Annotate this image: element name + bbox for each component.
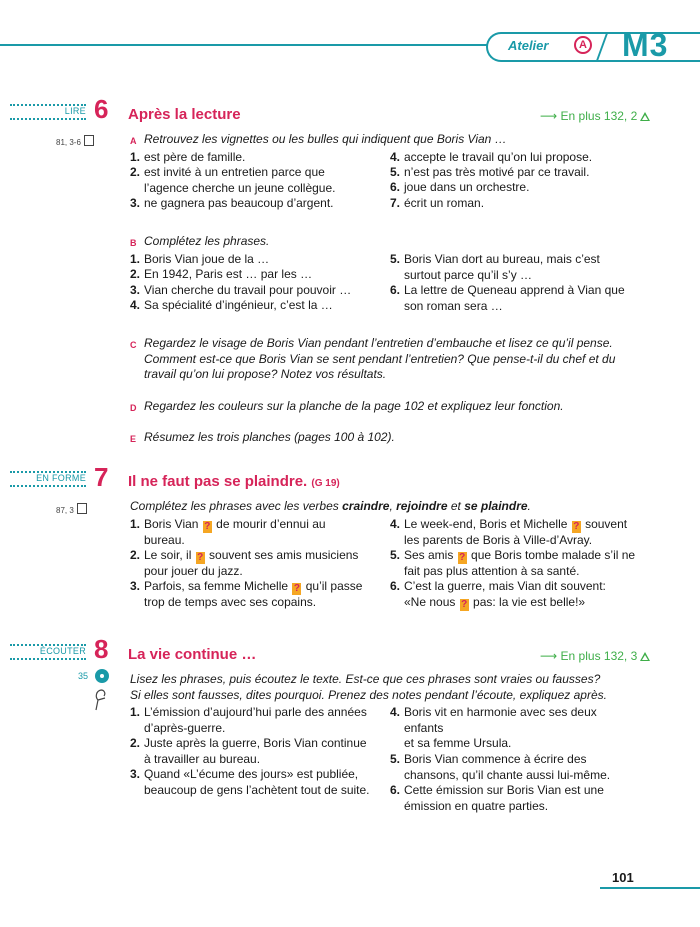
s8items-item <box>144 736 367 767</box>
s8items-item <box>404 705 597 752</box>
item-line: son roman sera … <box>404 298 503 313</box>
triangle-icon <box>640 652 650 661</box>
header-rule <box>0 44 488 46</box>
s6a-item-num: 4. <box>390 150 401 164</box>
audio-track-number: 35 <box>78 671 89 681</box>
item-line: d’après-guerre. <box>144 720 226 735</box>
s8items-item <box>144 767 370 798</box>
section-6-e-instruction: Résumez les trois planches (pages 100 à 102). <box>144 430 395 444</box>
blank-marker[interactable]: ? <box>204 521 211 532</box>
section-6-ref: 81, 3-6 <box>56 135 94 147</box>
item-line: La lettre de Queneau apprend à Vian que <box>404 283 625 297</box>
s8items-item <box>144 705 367 736</box>
item-line: l’agence cherche un jeune collègue. <box>144 180 336 195</box>
section-7-ref: 87, 3 <box>56 503 87 515</box>
module-title: M3 <box>622 27 669 63</box>
item-line: Boris vit en harmonie avec ses deux <box>404 705 597 719</box>
section-8-instruction: Lisez les phrases, puis écoutez le texte. Est-ce que ces phrases sont vraies ou fausses? Si elles sont fausses, dites pourquoi. Prenez des notes pendant l’écoute, expliquez après. <box>130 672 607 702</box>
item-line: est invité à un entretien parce que <box>144 165 325 179</box>
page-number-rule <box>600 887 700 889</box>
s7-item-3-num: 3. <box>130 579 141 593</box>
s7-item-5: Ses amis ? que Boris tombe malade s’il ne fait pas plus attention à sa santé. <box>404 548 636 578</box>
item-line: Boris Vian commence à écrire des <box>404 752 587 766</box>
item-line: n’est pas très motivé par ce travail. <box>404 165 590 179</box>
section-6-c-instruction: Regardez le visage de Boris Vian pendant l’entretien d’embauche et lisez ce qu’il pense. Comment est-ce que Boris Vian se sent pendant l’entretien? Que pense-t-il du chef et du travail qu’on lui propose? Notez vos résultats. <box>144 336 616 381</box>
s7-item-6: C’est la guerre, mais Vian dit souvent: «Ne nous ? pas: la vie est belle!» <box>404 579 606 610</box>
s8items-item-num: 6. <box>390 783 401 797</box>
s6b-item-num: 6. <box>390 283 401 297</box>
s6b-item <box>144 267 312 283</box>
s6a-item <box>144 165 335 196</box>
item-line: est père de famille. <box>144 150 246 164</box>
section-6-d-instruction: Regardez les couleurs sur la planche de la page 102 et expliquez leur fonction. <box>144 399 564 413</box>
blank-marker[interactable]: ? <box>293 583 300 594</box>
header-circle-letter: A <box>574 36 592 54</box>
s7-item-1-num: 1. <box>130 517 141 531</box>
s6a-item <box>144 150 245 166</box>
section-6-c-letter: C <box>130 340 137 350</box>
section-6-b-letter: B <box>130 238 137 248</box>
section-8-number: 8 <box>94 634 109 664</box>
s6a-item-num: 2. <box>130 165 141 179</box>
item-line: chansons, qu’il chante aussi lui-même. <box>404 767 611 782</box>
page-number: 101 <box>612 870 634 885</box>
s8items-item-num: 1. <box>130 705 141 719</box>
triangle-icon <box>640 112 650 121</box>
s6a-item <box>144 196 334 212</box>
section-6-number: 6 <box>94 94 109 124</box>
s6a-item-num: 7. <box>390 196 401 210</box>
cd-icon[interactable] <box>95 669 109 683</box>
section-7-label: EN FORME <box>10 473 86 487</box>
item-line: Sa spécialité d’ingénieur, c’est la … <box>144 298 333 312</box>
s8items-item-num: 4. <box>390 705 401 719</box>
section-7-title: Il ne faut pas se plaindre. (G 19) <box>128 473 340 490</box>
item-line: En 1942, Paris est … par les … <box>144 267 313 281</box>
blank-marker[interactable]: ? <box>197 552 204 563</box>
section-8-title: La vie continue … <box>128 646 257 663</box>
s7-item-6-num: 6. <box>390 579 401 593</box>
section-6-label: LIRE <box>10 106 86 120</box>
item-line: à travailler au bureau. <box>144 751 261 766</box>
item-line: joue dans un orchestre. <box>404 180 530 194</box>
s6b-item-num: 4. <box>130 298 141 312</box>
blank-marker[interactable]: ? <box>459 552 466 563</box>
s8items-item <box>404 783 604 814</box>
s7-item-3: Parfois, sa femme Michelle ? qu’il passe trop de temps avec ses copains. <box>144 579 363 609</box>
blank-marker[interactable]: ? <box>461 598 468 610</box>
s6a-item-num: 6. <box>390 180 401 194</box>
section-8-label: ÉCOUTER <box>10 646 86 660</box>
s7-item-4: Le week-end, Boris et Michelle ? souvent les parents de Boris à Ville-d’Avray. <box>404 517 628 547</box>
s6a-item <box>404 196 484 212</box>
listening-figure-icon <box>92 688 110 714</box>
item-line: Vian cherche du travail pour pouvoir … <box>144 283 352 297</box>
blank-marker[interactable]: ? <box>573 521 580 532</box>
section-6-a-letter: A <box>130 136 137 146</box>
s6a-item <box>404 165 589 181</box>
s6b-item-num: 3. <box>130 283 141 297</box>
item-line: Juste après la guerre, Boris Vian continue <box>144 736 367 750</box>
item-line: Boris Vian dort au bureau, mais c’est <box>404 252 600 266</box>
s6b-item-num: 5. <box>390 252 401 266</box>
s7-item-2: Le soir, il ? souvent ses amis musiciens pour jouer du jazz. <box>144 548 359 578</box>
s6a-item <box>404 150 592 166</box>
item-line: et sa femme Ursula. <box>404 736 512 750</box>
s6b-item-num: 1. <box>130 252 141 266</box>
item-line: ne gagnera pas beaucoup d’argent. <box>144 196 334 210</box>
section-6-enplus: ⟶ En plus 132, 2 <box>540 109 650 123</box>
item-line: beaucoup de gens l’achètent tout de suite. <box>144 782 370 797</box>
s6b-item <box>404 252 600 283</box>
header-atelier: Atelier <box>508 38 549 53</box>
book-icon <box>84 135 94 146</box>
item-line: émission en quatre parties. <box>404 798 549 813</box>
item-line: L’émission d’aujourd’hui parle des années <box>144 705 367 719</box>
s6b-item <box>144 298 333 314</box>
s6b-item <box>404 283 625 314</box>
s7-item-4-num: 4. <box>390 517 401 531</box>
s6a-item <box>404 180 529 196</box>
section-6-e-letter: E <box>130 434 137 444</box>
s8items-item <box>404 752 610 783</box>
s6b-item <box>144 283 351 299</box>
s8items-item-num: 2. <box>130 736 141 750</box>
s6b-item-num: 2. <box>130 267 141 281</box>
s6b-item <box>144 252 269 268</box>
s7-item-2-num: 2. <box>130 548 141 562</box>
section-7-instruction: Complétez les phrases avec les verbes craindre, rejoindre et se plaindre. <box>130 499 531 513</box>
item-line: écrit un roman. <box>404 196 485 210</box>
item-line: enfants <box>404 720 444 735</box>
item-line: surtout parce qu’il s’y … <box>404 267 533 282</box>
book-icon <box>77 503 87 514</box>
s8items-item-num: 3. <box>130 767 141 781</box>
section-6-a-instruction: Retrouvez les vignettes ou les bulles qui indiquent que Boris Vian … <box>144 132 507 146</box>
s6a-item-num: 5. <box>390 165 401 179</box>
item-line: Quand «L’écume des jours» est publiée, <box>144 767 359 781</box>
s7-item-5-num: 5. <box>390 548 401 562</box>
s6a-item-num: 3. <box>130 196 141 210</box>
section-8-enplus: ⟶ En plus 132, 3 <box>540 649 650 663</box>
section-6-d-letter: D <box>130 403 137 413</box>
item-line: Cette émission sur Boris Vian est une <box>404 783 604 797</box>
s6a-item-num: 1. <box>130 150 141 164</box>
item-line: Boris Vian joue de la … <box>144 252 270 266</box>
s7-item-1: Boris Vian ? de mourir d’ennui au bureau. <box>144 517 326 547</box>
s8items-item-num: 5. <box>390 752 401 766</box>
section-7-number: 7 <box>94 462 109 492</box>
item-line: accepte le travail qu’on lui propose. <box>404 150 593 164</box>
section-6-title: Après la lecture <box>128 106 241 123</box>
section-6-b-instruction: Complétez les phrases. <box>144 234 270 248</box>
